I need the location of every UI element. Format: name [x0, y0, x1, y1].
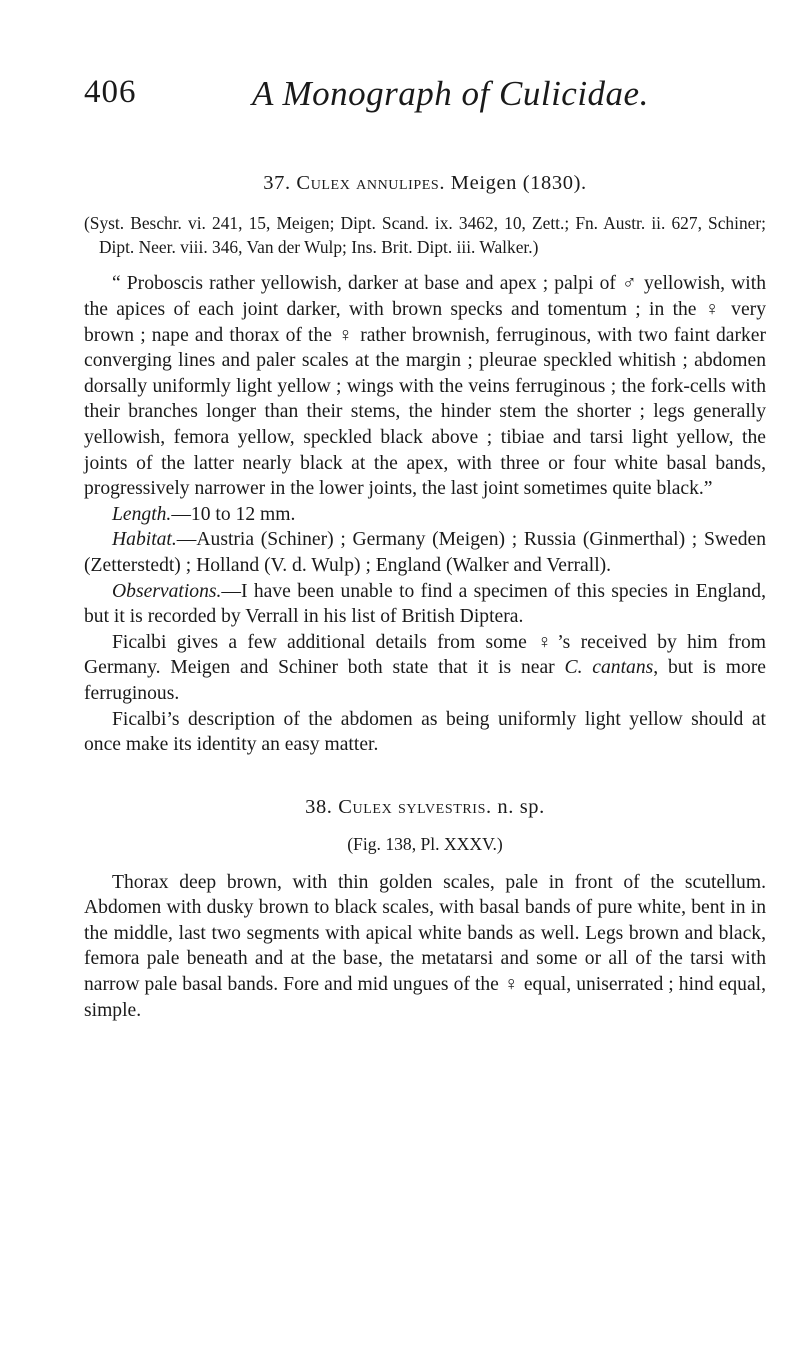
page-body: [84, 170, 766, 1023]
species-38-description: Thorax deep brown, with thin golden scales, pale in front of the scutellum. Abdomen with dusky brown to black scales, with basal bands of pure white, bent in in the middle, last two segments with apical white bands as well. Legs brown and black, femora pale beneath and at the base, the metatarsi and some or all of the tarsi with narrow pale basal bands. Fore and mid ungues of the ♀ equal, uniserrated ; hind equal, simple.: [84, 871, 766, 1021]
ficalbi-text-a: Ficalbi gives a few additional details from some ♀’s received by him from Germany. Meigen and Schiner both state that it is near: [84, 631, 766, 679]
species-37-name: Culex annulipes.: [296, 172, 446, 194]
species-37-ficalbi-paragraph: [84, 630, 766, 707]
species-37-number: 37.: [263, 172, 291, 194]
section-gap: [84, 758, 766, 794]
species-italic-name: C. cantans: [564, 657, 654, 679]
species-38-heading: [84, 794, 766, 820]
species-37-synonymy: (Syst. Beschr. vi. 241, 15, Meigen; Dipt. Scand. ix. 3462, 10, Zett.; Fn. Austr. ii. 627, Schiner; Dipt. Neer. viii. 346, Van der Wulp; Ins. Brit. Dipt. iii. Walker.): [84, 213, 766, 258]
length-text: —10 to 12 mm.: [171, 503, 296, 525]
species-38-authority: n. sp.: [497, 795, 545, 818]
species-37-authority: Meigen (1830).: [450, 172, 587, 194]
habitat-label: Habitat.: [112, 529, 177, 551]
species-37-length: [84, 502, 766, 528]
species-37-heading: [84, 170, 766, 196]
species-38-figure-reference: (Fig. 138, Pl. XXXV.): [347, 833, 503, 854]
running-title: A Monograph of Culicidae.: [252, 74, 649, 113]
species-37-description: “ Proboscis rather yellowish, darker at base and apex ; palpi of ♂ yellowish, with the apices of each joint darker, with brown specks and tomentum ; in the ♀ very brown ; nape and thorax of the ♀ rather brownish, ferruginous, with two faint darker converging lines and paler scales at the margin ; pleurae speckled whitish ; abdomen dorsally uniformly light yellow ; wings with the veins ferruginous ; the fork-cells with their branches longer than their stems, the hinder stem the shorter ; legs generally yellowish, femora yellow, speckled black above ; tibiae and tarsi light yellow, the joints of the latter nearly black at the apex, with three or four white basal bands, progressively narrower in the lower joints, the last joint sometimes quite black.”: [84, 273, 766, 500]
species-37-habitat: [84, 527, 766, 578]
page-header: [84, 74, 764, 124]
habitat-text: —Austria (Schiner) ; Germany (Meigen) ; Russia (Ginmerthal) ; Sweden (Zetterstedt) ; Holland (V. d. Wulp) ; England (Walker and Verrall).: [84, 529, 766, 576]
species-37-ficalbi-abdomen-paragraph: Ficalbi’s description of the abdomen as being uniformly light yellow should at once make its identity an easy matter.: [84, 708, 766, 756]
length-label: Length.: [112, 503, 172, 525]
species-38-number: 38.: [305, 795, 333, 818]
species-38-name: Culex sylvestris.: [338, 795, 492, 818]
observations-text: —I have been unable to find a specimen of this species in England, but it is recorded by Verrall in his list of British Diptera.: [84, 580, 766, 628]
page-number: 406: [84, 74, 137, 110]
observations-label: Observations.: [112, 580, 222, 602]
species-37-observations: [84, 579, 766, 630]
ficalbi-text-b: , but is more ferruginous.: [84, 657, 766, 704]
